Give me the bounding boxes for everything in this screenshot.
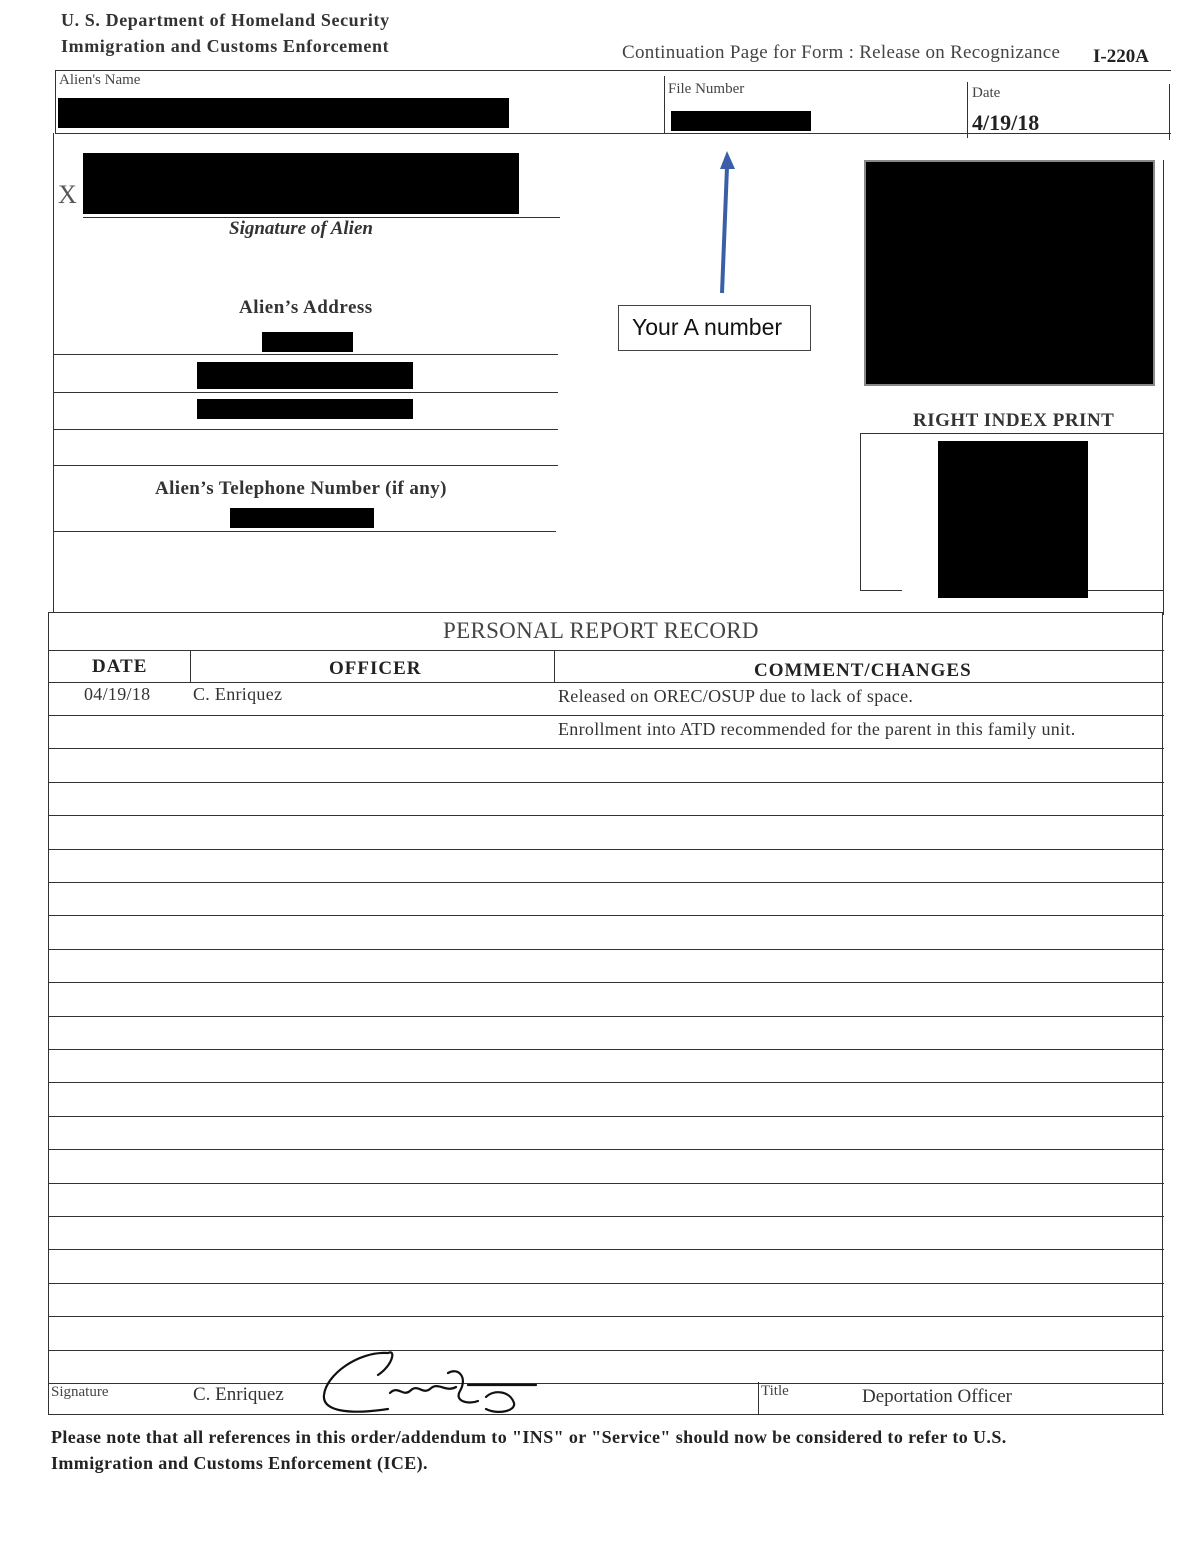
telephone-redaction	[230, 508, 374, 528]
right-border-upper	[1163, 160, 1164, 615]
a-number-callout-text: Your A number	[632, 314, 783, 340]
print-box-top	[860, 433, 1164, 434]
alien-address-label: Alien’s Address	[239, 297, 373, 318]
left-border-lower	[48, 612, 49, 1415]
handwritten-signature-icon	[318, 1345, 548, 1425]
agency-name-line2: Immigration and Customs Enforcement	[61, 36, 390, 56]
footer-signature-label: Signature	[51, 1384, 109, 1400]
right-border-lower	[1162, 612, 1163, 1415]
record-row-2-comment: Enrollment into ATD recommended for the parent in this family unit.	[558, 719, 1076, 739]
print-box-bottom-right	[1086, 590, 1164, 591]
top-right-border	[1169, 84, 1170, 140]
record-row-line	[48, 1216, 1164, 1217]
address-line-3	[53, 429, 558, 430]
address-line-4	[53, 465, 558, 466]
record-header-top	[48, 650, 1164, 651]
column-header-officer: OFFICER	[329, 658, 422, 679]
record-row-line	[48, 1316, 1164, 1317]
address-redaction-2	[197, 362, 413, 389]
record-row-line	[48, 1082, 1164, 1083]
alien-name-redaction	[58, 98, 509, 128]
left-border-upper	[53, 133, 54, 613]
photo-redaction	[866, 162, 1153, 384]
title-divider	[758, 1382, 759, 1415]
form-number: I-220A	[1093, 46, 1149, 67]
form-title: Continuation Page for Form : Release on Recognizance	[622, 42, 1061, 63]
record-row-line	[48, 849, 1164, 850]
record-row-line	[48, 882, 1164, 883]
record-row-1-comment: Released on OREC/OSUP due to lack of space.	[558, 686, 914, 706]
record-header-bottom	[48, 682, 1164, 683]
signature-x-mark: X	[58, 180, 77, 209]
file-number-label: File Number	[668, 81, 745, 97]
record-row-line	[48, 1016, 1164, 1017]
record-row-1-officer: C. Enriquez	[193, 684, 283, 704]
date-value: 4/19/18	[972, 110, 1040, 135]
record-row-line	[48, 1116, 1164, 1117]
record-row-line	[48, 748, 1164, 749]
record-title: PERSONAL REPORT RECORD	[443, 618, 759, 643]
record-row-line	[48, 915, 1164, 916]
record-row-line	[48, 782, 1164, 783]
fingerprint-redaction	[938, 441, 1088, 598]
file-number-divider	[664, 76, 665, 134]
date-divider	[967, 82, 968, 138]
ice-notice-line1: Please note that all references in this order/addendum to "INS" or "Service" should now be considered to refer to U.S.	[51, 1427, 1007, 1447]
top-border	[55, 70, 1171, 71]
record-row-line	[48, 949, 1164, 950]
print-box-left	[860, 433, 861, 590]
record-row-line	[48, 1350, 1164, 1351]
a-number-callout	[618, 305, 811, 351]
address-redaction-3	[197, 399, 413, 419]
column-header-date: DATE	[92, 656, 148, 677]
column-header-comment: COMMENT/CHANGES	[754, 660, 972, 681]
record-row-line	[48, 1183, 1164, 1184]
address-line-2	[53, 392, 558, 393]
date-label: Date	[972, 85, 1001, 101]
record-row-line	[48, 815, 1164, 816]
officer-comment-divider	[554, 650, 555, 682]
record-row-line	[48, 1049, 1164, 1050]
record-row-line	[48, 1249, 1164, 1250]
footer-title-value: Deportation Officer	[862, 1386, 1013, 1407]
date-officer-divider	[190, 650, 191, 682]
print-box-bottom-left	[860, 590, 902, 591]
address-redaction-1	[262, 332, 353, 352]
record-row-line	[48, 1149, 1164, 1150]
form-bottom-border	[48, 1414, 1164, 1415]
ice-notice-line2: Immigration and Customs Enforcement (ICE).	[51, 1453, 428, 1473]
file-number-redaction	[671, 111, 811, 131]
record-row-line	[48, 1283, 1164, 1284]
signature-of-alien-label: Signature of Alien	[229, 218, 373, 239]
alien-name-label: Alien's Name	[59, 72, 141, 88]
footer-title-label: Title	[761, 1383, 789, 1399]
telephone-line	[53, 531, 556, 532]
record-row-line	[48, 715, 1164, 716]
footer-signature-name: C. Enriquez	[193, 1384, 284, 1405]
signature-redaction	[83, 153, 519, 214]
telephone-label: Alien’s Telephone Number (if any)	[155, 478, 447, 499]
record-row-1-date: 04/19/18	[84, 684, 151, 704]
address-line-1	[53, 354, 558, 355]
top-left-border	[55, 70, 56, 134]
record-row-line	[48, 982, 1164, 983]
arrow-icon	[700, 145, 760, 305]
record-top-border	[48, 612, 1164, 613]
agency-name-line1: U. S. Department of Homeland Security	[61, 10, 390, 30]
right-index-print-label: RIGHT INDEX PRINT	[913, 410, 1115, 431]
